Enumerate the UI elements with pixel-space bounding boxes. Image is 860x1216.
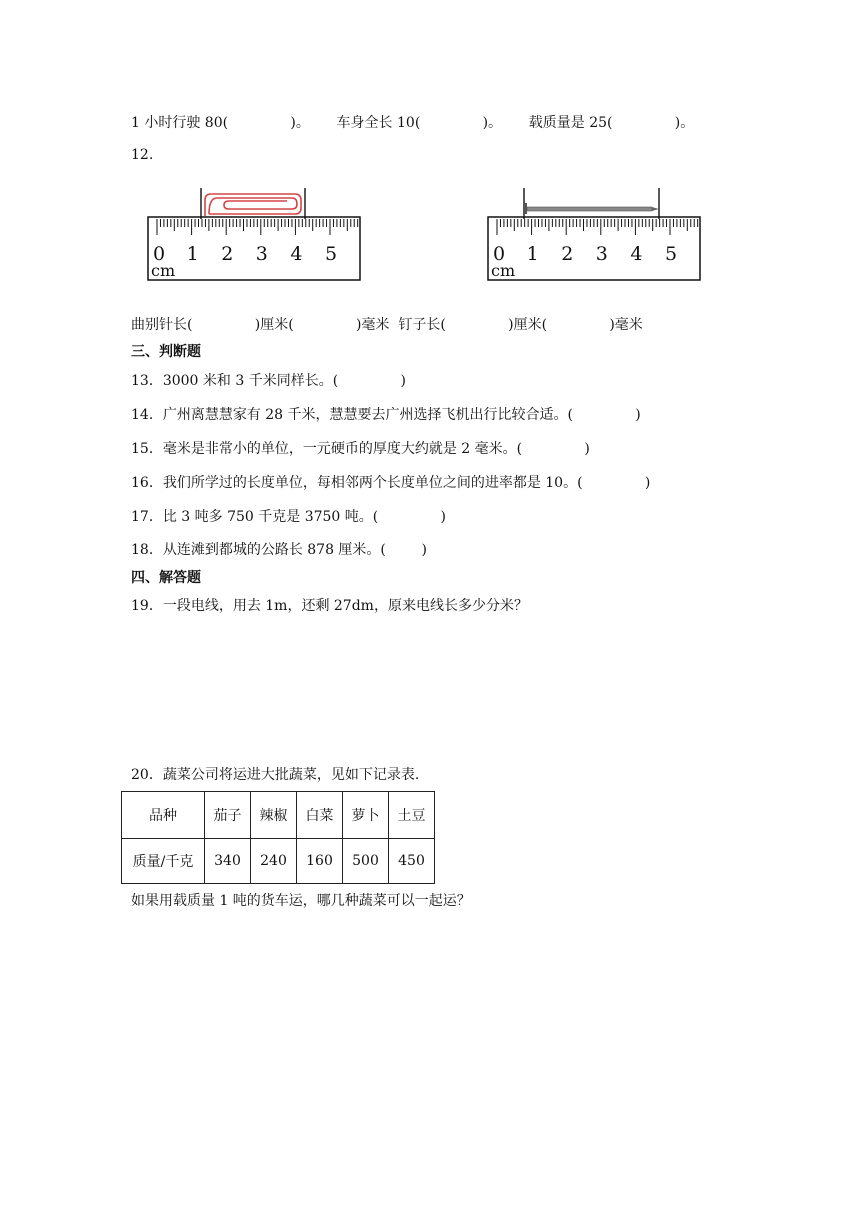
ruler-tick-label: 2 bbox=[221, 243, 234, 265]
table-cell: 160 bbox=[297, 839, 343, 884]
ruler-tick-label: 4 bbox=[630, 243, 643, 265]
table-header-cell: 品种 bbox=[122, 792, 205, 839]
section-4-title: 四、解答题 bbox=[131, 570, 201, 586]
table-cell: 340 bbox=[205, 839, 251, 884]
ruler-tick-label: 1 bbox=[526, 243, 539, 265]
judgment-14: 14．广州离慧慧家有 28 千米，慧慧要去广州选择飞机出行比较合适。( ) bbox=[131, 407, 641, 423]
judgment-15: 15．毫米是非常小的单位，一元硬币的厚度大约就是 2 毫米。( ) bbox=[131, 441, 590, 457]
nail-icon bbox=[523, 203, 659, 214]
ruler-unit-label: cm bbox=[151, 261, 176, 280]
q12-number: 12. bbox=[131, 147, 154, 163]
ruler-tick-label: 5 bbox=[665, 243, 678, 265]
ruler-paperclip-figure bbox=[147, 186, 361, 282]
judgment-18: 18．从连滩到都城的公路长 878 厘米。( ) bbox=[131, 542, 427, 558]
ruler-tick-label: 4 bbox=[290, 243, 303, 265]
table-cell: 500 bbox=[343, 839, 389, 884]
ruler-tick-label: 3 bbox=[595, 243, 608, 265]
table-cell: 茄子 bbox=[205, 792, 251, 839]
table-cell: 白菜 bbox=[297, 792, 343, 839]
ruler-tick-label: 1 bbox=[186, 243, 199, 265]
table-header-cell: 质量/千克 bbox=[122, 839, 205, 884]
table-row bbox=[122, 839, 435, 884]
ruler-tick-label: 3 bbox=[255, 243, 268, 265]
paperclip-icon bbox=[205, 194, 301, 216]
question-20-intro: 20．蔬菜公司将运进大批蔬菜，见如下记录表. bbox=[131, 767, 420, 783]
ruler-unit-label: cm bbox=[491, 261, 516, 280]
table-cell: 450 bbox=[389, 839, 435, 884]
question-20-ask: 如果用载质量 1 吨的货车运，哪几种蔬菜可以一起运？ bbox=[131, 893, 471, 909]
table-cell: 240 bbox=[251, 839, 297, 884]
table-cell: 辣椒 bbox=[251, 792, 297, 839]
judgment-13: 13．3000 米和 3 千米同样长。( ) bbox=[131, 373, 406, 389]
ruler-tick-label: 0 bbox=[153, 243, 166, 265]
vegetable-record-table bbox=[121, 791, 435, 884]
ruler-tick-label: 0 bbox=[493, 243, 506, 265]
judgment-16: 16．我们所学过的长度单位，每相邻两个长度单位之间的进率都是 10。( ) bbox=[131, 475, 651, 491]
q12-answer-line: 曲别针长( )厘米( )毫米 钉子长( )厘米( )毫米 bbox=[131, 317, 643, 333]
q11-answer-line: 1 小时行驶 80( )。 车身全长 10( )。 载质量是 25( )。 bbox=[131, 115, 695, 131]
ruler-tick-label: 2 bbox=[561, 243, 574, 265]
table-cell: 萝卜 bbox=[343, 792, 389, 839]
ruler-nail-figure bbox=[487, 186, 701, 282]
section-3-title: 三、判断题 bbox=[131, 344, 201, 360]
judgment-17: 17．比 3 吨多 750 千克是 3750 吨。( ) bbox=[131, 509, 446, 525]
question-19: 19．一段电线，用去 1m，还剩 27dm，原来电线长多少分米？ bbox=[131, 598, 528, 614]
table-row bbox=[122, 792, 435, 839]
ruler-tick-label: 5 bbox=[325, 243, 338, 265]
table-cell: 土豆 bbox=[389, 792, 435, 839]
